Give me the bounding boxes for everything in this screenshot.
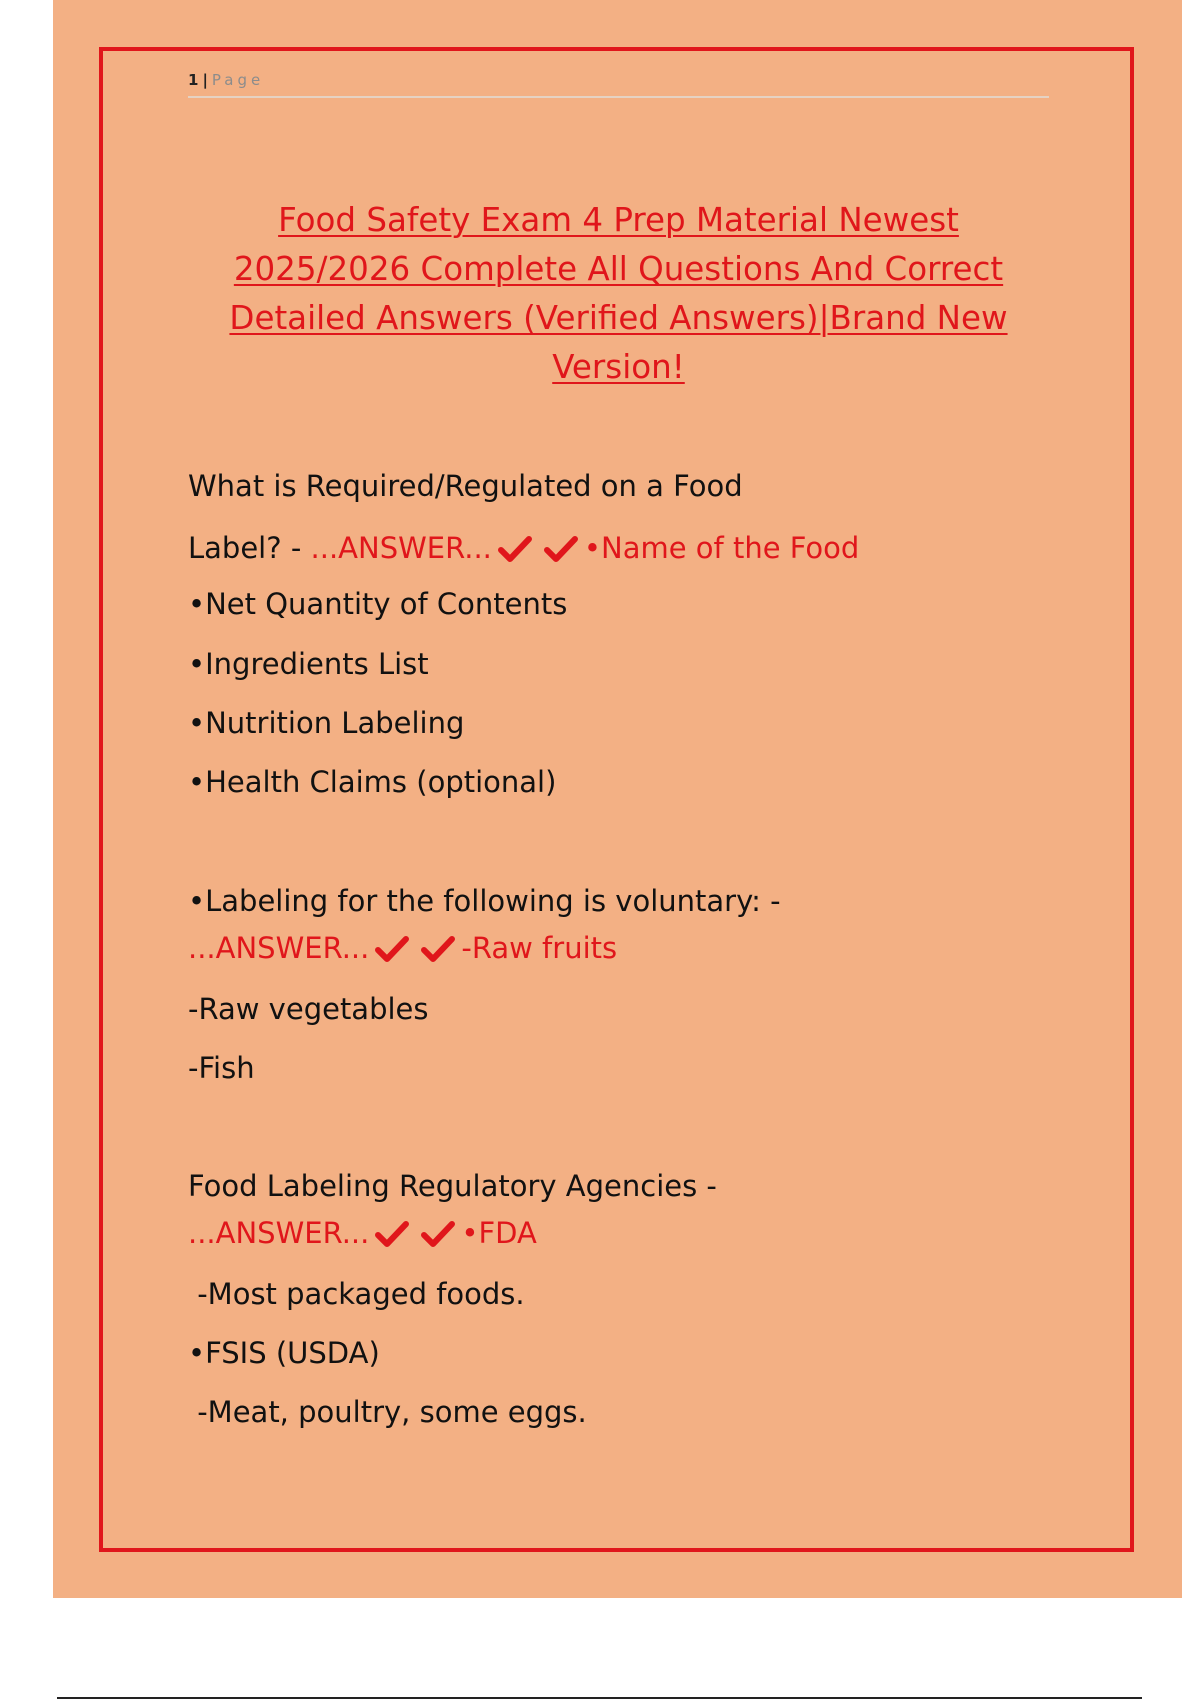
answer-list-item: •FSIS (USDA) (188, 1336, 380, 1370)
page-number: 1 (188, 71, 199, 89)
answer-marker: ...ANSWER... (310, 531, 492, 565)
answer-list-item: •Ingredients List (188, 647, 429, 681)
title-line: Detailed Answers (Verified Answers)|Brand New (229, 299, 1008, 337)
answer-marker: ...ANSWER... (188, 1216, 370, 1250)
check-icon (421, 935, 455, 963)
check-icon (421, 1220, 455, 1248)
answer-line (188, 925, 1088, 986)
document-body (188, 463, 1088, 1448)
answer-list-item: -Fish (188, 1051, 255, 1085)
answer-list-item: -Most packaged foods. (188, 1277, 525, 1311)
question-answer-line (188, 525, 1088, 581)
answer-text: •Name of the Food (583, 531, 860, 565)
answer-text: -Raw fruits (461, 931, 618, 965)
bottom-divider (57, 1697, 1142, 1699)
question-text: Food Labeling Regulatory Agencies - (188, 1169, 717, 1203)
answer-list-item: •Nutrition Labeling (188, 706, 465, 740)
page-header (188, 68, 1049, 98)
answer-marker: ...ANSWER... (188, 931, 370, 965)
page-header-label: Page (211, 71, 265, 89)
answer-text: •FDA (461, 1216, 537, 1250)
title-line: 2025/2026 Complete All Questions And Correct (233, 250, 1004, 288)
document-title (188, 196, 1049, 392)
answer-list-item: -Meat, poultry, some eggs. (188, 1395, 587, 1429)
check-icon (544, 535, 578, 563)
check-icon (498, 535, 532, 563)
question-text: •Labeling for the following is voluntary: - (188, 884, 781, 918)
check-icon (375, 935, 409, 963)
answer-list-item: •Net Quantity of Contents (188, 587, 568, 621)
title-line: Version! (552, 348, 685, 386)
question-text: Label? - (188, 531, 311, 565)
title-line: Food Safety Exam 4 Prep Material Newest (278, 201, 959, 239)
check-icon (375, 1220, 409, 1248)
answer-list-item: -Raw vegetables (188, 992, 429, 1026)
page-header-separator: | (202, 71, 208, 89)
answer-line (188, 1210, 1088, 1271)
question-text: What is Required/Regulated on a Food (188, 469, 743, 503)
answer-list-item: •Health Claims (optional) (188, 765, 557, 799)
